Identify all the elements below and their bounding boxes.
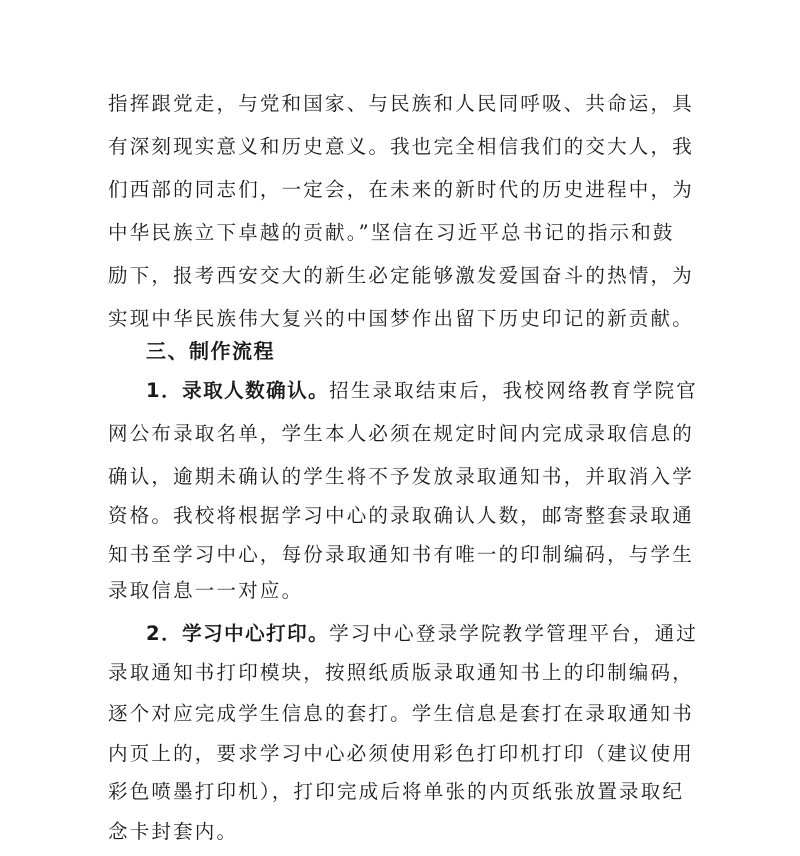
item-first-line-text: 学习中心登录学院教学管理平台，通过 — [329, 622, 698, 645]
item-title: 2．学习中心打印。 — [146, 622, 330, 645]
paragraph-line: 有深刻现实意义和历史意义。我也完全相信我们的交大人，我 — [108, 135, 694, 158]
section-heading: 三、制作流程 — [146, 339, 275, 363]
item-first-line — [146, 377, 736, 405]
item-first-line-text: 招生录取结束后，我校网络教育学院官 — [329, 379, 698, 402]
paragraph-line: 念卡封套内。 — [108, 820, 239, 843]
paragraph-line: 内页上的，要求学习中心必须使用彩色打印机打印（建议使用 — [108, 742, 694, 765]
paragraph-line: 逐个对应完成学生信息的套打。学生信息是套打在录取通知书 — [108, 702, 694, 725]
paragraph-line: 网公布录取名单，学生本人必须在规定时间内完成录取信息的 — [108, 422, 694, 445]
paragraph-line: 励下，报考西安交大的新生必定能够激发爱国奋斗的热情，为 — [108, 264, 694, 287]
item-title: 1．录取人数确认。 — [146, 379, 330, 402]
item-first-line — [146, 620, 736, 648]
paragraph-line: 知书至学习中心，每份录取通知书有唯一的印制编码，与学生 — [108, 543, 694, 566]
paragraph-line: 们西部的同志们，一定会，在未来的新时代的历史进程中，为 — [108, 178, 694, 201]
paragraph-line: 彩色喷墨打印机），打印完成后将单张的内页纸张放置录取纪 — [108, 780, 685, 803]
paragraph-line: 实现中华民族伟大复兴的中国梦作出留下历史印记的新贡献。 — [108, 307, 694, 330]
paragraph-line: 指挥跟党走，与党和国家、与民族和人民同呼吸、共命运，具 — [108, 92, 694, 115]
paragraph-line: 资格。我校将根据学习中心的录取确认人数，邮寄整套录取通 — [108, 504, 694, 527]
paragraph-line: 中华民族立下卓越的贡献。”坚信在习近平总书记的指示和鼓 — [108, 221, 675, 244]
paragraph-line: 录取通知书打印模块，按照纸质版录取通知书上的印制编码， — [108, 661, 694, 684]
paragraph-line: 确认，逾期未确认的学生将不予发放录取通知书，并取消入学 — [108, 465, 694, 488]
paragraph-line: 录取信息一一对应。 — [108, 579, 304, 602]
